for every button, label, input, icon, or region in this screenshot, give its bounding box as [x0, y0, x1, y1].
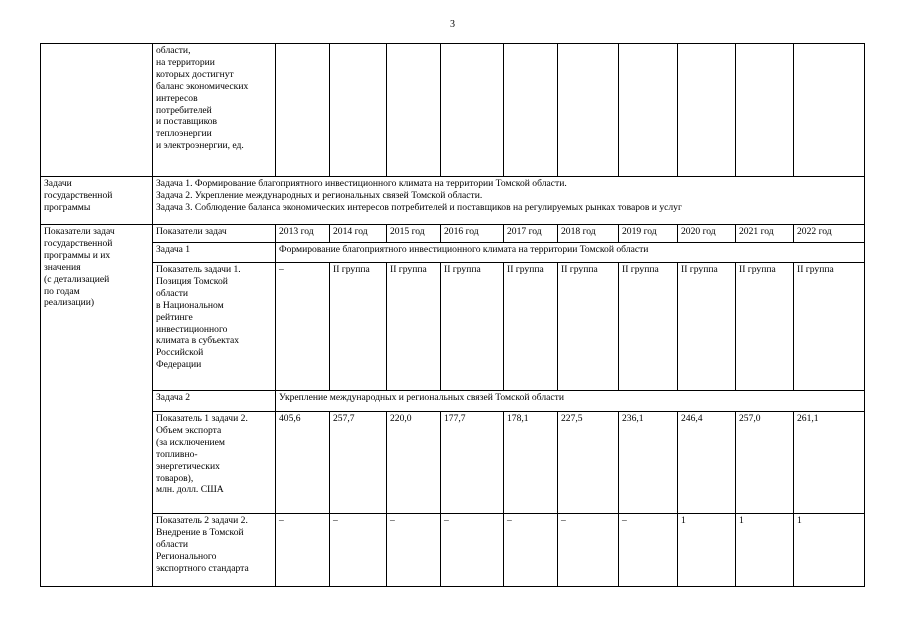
year-header: 2013 год	[276, 225, 330, 243]
year-header: 2018 год	[558, 225, 619, 243]
task2-label: Задача 2	[153, 391, 276, 412]
empty-cell	[678, 44, 736, 177]
task1-indicator-value: II группа	[441, 263, 504, 391]
year-header: 2020 год	[678, 225, 736, 243]
task2-indicator1-value: 261,1	[794, 412, 865, 514]
task2-indicator2-value: –	[276, 514, 330, 587]
empty-cell	[504, 44, 558, 177]
program-passport-table	[40, 43, 865, 587]
task2-indicator2-value: 1	[736, 514, 794, 587]
task2-indicator1-value: 236,1	[619, 412, 678, 514]
task2-indicator1-value: 257,0	[736, 412, 794, 514]
task2-indicator2-value: –	[558, 514, 619, 587]
indicators-header-cell: Показатели задач	[153, 225, 276, 243]
year-header: 2015 год	[387, 225, 441, 243]
task1-indicator-value: II группа	[619, 263, 678, 391]
goals-label: Задачи государственной программы	[41, 177, 153, 225]
task2-indicator2-value: 1	[678, 514, 736, 587]
task1-indicator-name: Показатель задачи 1. Позиция Томской области в Национальном рейтинге инвестиционного климата в субъектах Российской Федерации	[153, 263, 276, 391]
task2-indicator2-value: –	[619, 514, 678, 587]
empty-cell	[736, 44, 794, 177]
year-header: 2019 год	[619, 225, 678, 243]
page-number: 3	[450, 19, 455, 30]
task2-indicator1-value: 220,0	[387, 412, 441, 514]
task2-indicator2-value: –	[504, 514, 558, 587]
goals-row	[41, 177, 865, 225]
task2-indicator2-value: 1	[794, 514, 865, 587]
indicators-header-row	[41, 225, 865, 243]
task2-row	[41, 391, 865, 412]
year-header: 2022 год	[794, 225, 865, 243]
year-header: 2021 год	[736, 225, 794, 243]
task1-indicator-row	[41, 263, 865, 391]
goals-text: Задача 1. Формирование благоприятного инвестиционного климата на территории Томской области. Задача 2. Укрепление международных и региональных связей Томской области. Задача 3. Соблюдение баланса экономических интересов потребителей и поставщиков на регулируемых рынках товаров и услуг	[153, 177, 865, 225]
task1-indicator-value: II группа	[678, 263, 736, 391]
year-header: 2016 год	[441, 225, 504, 243]
task1-indicator-value: –	[276, 263, 330, 391]
empty-cell	[794, 44, 865, 177]
continuation-indicator-text: области, на территории которых достигнут баланс экономических интересов потребителей и поставщиков теплоэнергии и электроэнергии, ед.	[153, 44, 276, 177]
task1-indicator-value: II группа	[330, 263, 387, 391]
task2-indicator2-value: –	[441, 514, 504, 587]
task2-indicator1-value: 227,5	[558, 412, 619, 514]
task2-indicator1-row	[41, 412, 865, 514]
task2-indicator2-row	[41, 514, 865, 587]
continuation-row	[41, 44, 865, 177]
empty-cell	[558, 44, 619, 177]
task1-indicator-value: II группа	[794, 263, 865, 391]
year-header: 2014 год	[330, 225, 387, 243]
task2-indicator1-value: 257,7	[330, 412, 387, 514]
empty-cell	[387, 44, 441, 177]
task1-label: Задача 1	[153, 243, 276, 263]
task2-indicator2-value: –	[387, 514, 441, 587]
task2-indicator1-value: 246,4	[678, 412, 736, 514]
empty-cell	[276, 44, 330, 177]
task2-indicator2-name: Показатель 2 задачи 2. Внедрение в Томской области Регионального экспортного стандарта	[153, 514, 276, 587]
year-header: 2017 год	[504, 225, 558, 243]
task2-indicator2-value: –	[330, 514, 387, 587]
task1-indicator-value: II группа	[387, 263, 441, 391]
empty-cell	[619, 44, 678, 177]
task1-indicator-value: II группа	[504, 263, 558, 391]
task1-indicator-value: II группа	[558, 263, 619, 391]
task2-title: Укрепление международных и региональных связей Томской области	[276, 391, 865, 412]
task2-indicator1-value: 177,7	[441, 412, 504, 514]
task2-indicator1-name: Показатель 1 задачи 2. Объем экспорта (за исключением топливно- энергетических товаров), млн. долл. США	[153, 412, 276, 514]
task1-title: Формирование благоприятного инвестиционного климата на территории Томской области	[276, 243, 865, 263]
indicators-label: Показатели задач государственной программы и их значения (с детализацией по годам реализации)	[41, 225, 153, 587]
task2-indicator1-value: 405,6	[276, 412, 330, 514]
task1-indicator-value: II группа	[736, 263, 794, 391]
continuation-label-cell	[41, 44, 153, 177]
task1-row	[41, 243, 865, 263]
empty-cell	[441, 44, 504, 177]
task2-indicator1-value: 178,1	[504, 412, 558, 514]
empty-cell	[330, 44, 387, 177]
